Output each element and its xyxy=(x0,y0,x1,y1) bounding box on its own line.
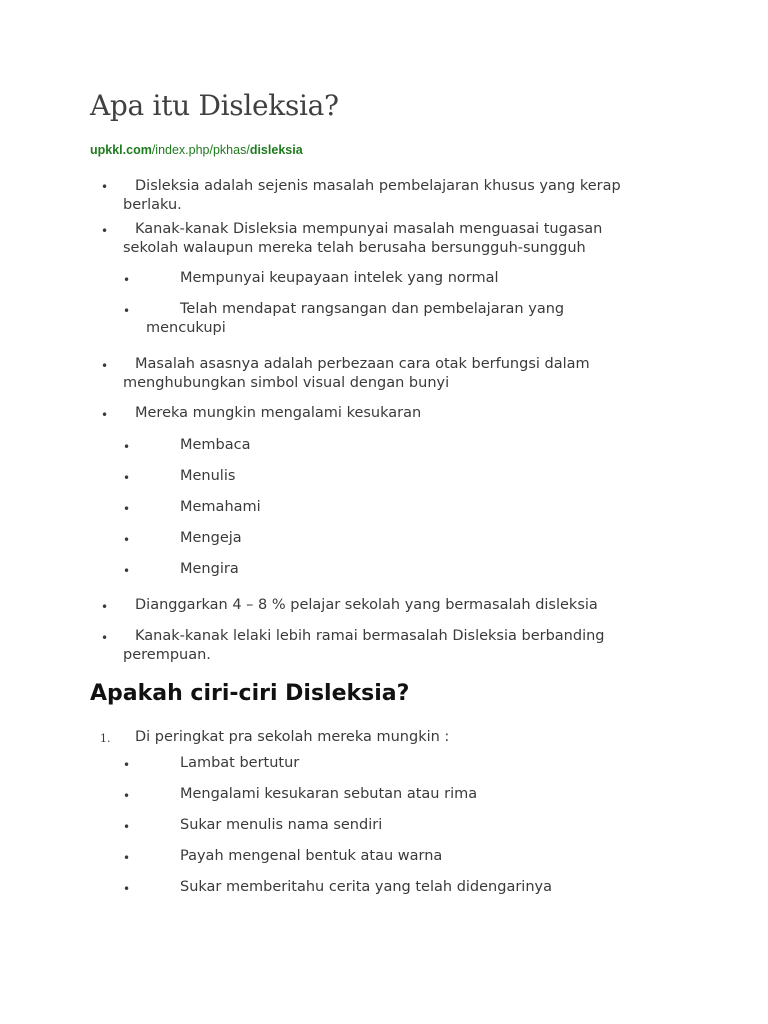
sub-bullet-marker: • xyxy=(123,440,131,454)
list-item: Disleksia adalah sejenis masalah pembelajaran khusus yang kerap berlaku. xyxy=(123,178,621,213)
source-link[interactable] xyxy=(90,143,303,157)
section-heading: Apakah ciri-ciri Disleksia? xyxy=(90,681,410,706)
sub-list-item: Lambat bertutur xyxy=(180,755,300,771)
sub-bullet-marker: • xyxy=(123,882,131,896)
bullet-marker: • xyxy=(101,359,109,373)
sub-list-item: Mengira xyxy=(180,561,239,577)
sub-list-item: Membaca xyxy=(180,437,251,453)
source-path: /index.php/pkhas/ xyxy=(151,143,250,157)
bullet-marker: • xyxy=(101,224,109,238)
sub-bullet-marker: • xyxy=(123,304,131,318)
sub-bullet-marker: • xyxy=(123,789,131,803)
sub-list-item: Memahami xyxy=(180,499,261,515)
sub-bullet-marker: • xyxy=(123,820,131,834)
sub-bullet-marker: • xyxy=(123,851,131,865)
sub-bullet-marker: • xyxy=(123,273,131,287)
page-title: Apa itu Disleksia? xyxy=(90,89,339,122)
number-marker: 1. xyxy=(100,732,111,745)
sub-list-item: Menulis xyxy=(180,468,236,484)
sub-list-item: Mengeja xyxy=(180,530,242,546)
sub-bullet-marker: • xyxy=(123,502,131,516)
sub-list-item: Sukar menulis nama sendiri xyxy=(180,817,383,833)
bullet-marker: • xyxy=(101,600,109,614)
bullet-marker: • xyxy=(101,180,109,194)
sub-list-item: Telah mendapat rangsangan dan pembelajaran yang mencukupi xyxy=(146,301,565,336)
list-item: Mereka mungkin mengalami kesukaran xyxy=(135,405,422,421)
list-item: Dianggarkan 4 – 8 % pelajar sekolah yang bermasalah disleksia xyxy=(135,597,598,613)
bullet-marker: • xyxy=(101,631,109,645)
numbered-item: Di peringkat pra sekolah mereka mungkin : xyxy=(135,729,450,745)
list-item: Kanak-kanak lelaki lebih ramai bermasalah Disleksia berbanding perempuan. xyxy=(123,628,605,663)
sub-bullet-marker: • xyxy=(123,533,131,547)
bullet-marker: • xyxy=(101,408,109,422)
sub-bullet-marker: • xyxy=(123,564,131,578)
sub-bullet-marker: • xyxy=(123,471,131,485)
list-item: Kanak-kanak Disleksia mempunyai masalah menguasai tugasan sekolah walaupun mereka telah berusaha bersungguh-sungguh xyxy=(123,221,603,256)
sub-list-item: Mempunyai keupayaan intelek yang normal xyxy=(180,270,499,286)
sub-list-item: Sukar memberitahu cerita yang telah didengarinya xyxy=(180,879,552,895)
list-item: Masalah asasnya adalah perbezaan cara otak berfungsi dalam menghubungkan simbol visual dengan bunyi xyxy=(123,356,590,391)
sub-bullet-marker: • xyxy=(123,758,131,772)
sub-list-item: Mengalami kesukaran sebutan atau rima xyxy=(180,786,478,802)
source-page: disleksia xyxy=(249,143,303,157)
sub-list-item: Payah mengenal bentuk atau warna xyxy=(180,848,443,864)
source-domain: upkkl.com xyxy=(90,143,152,157)
